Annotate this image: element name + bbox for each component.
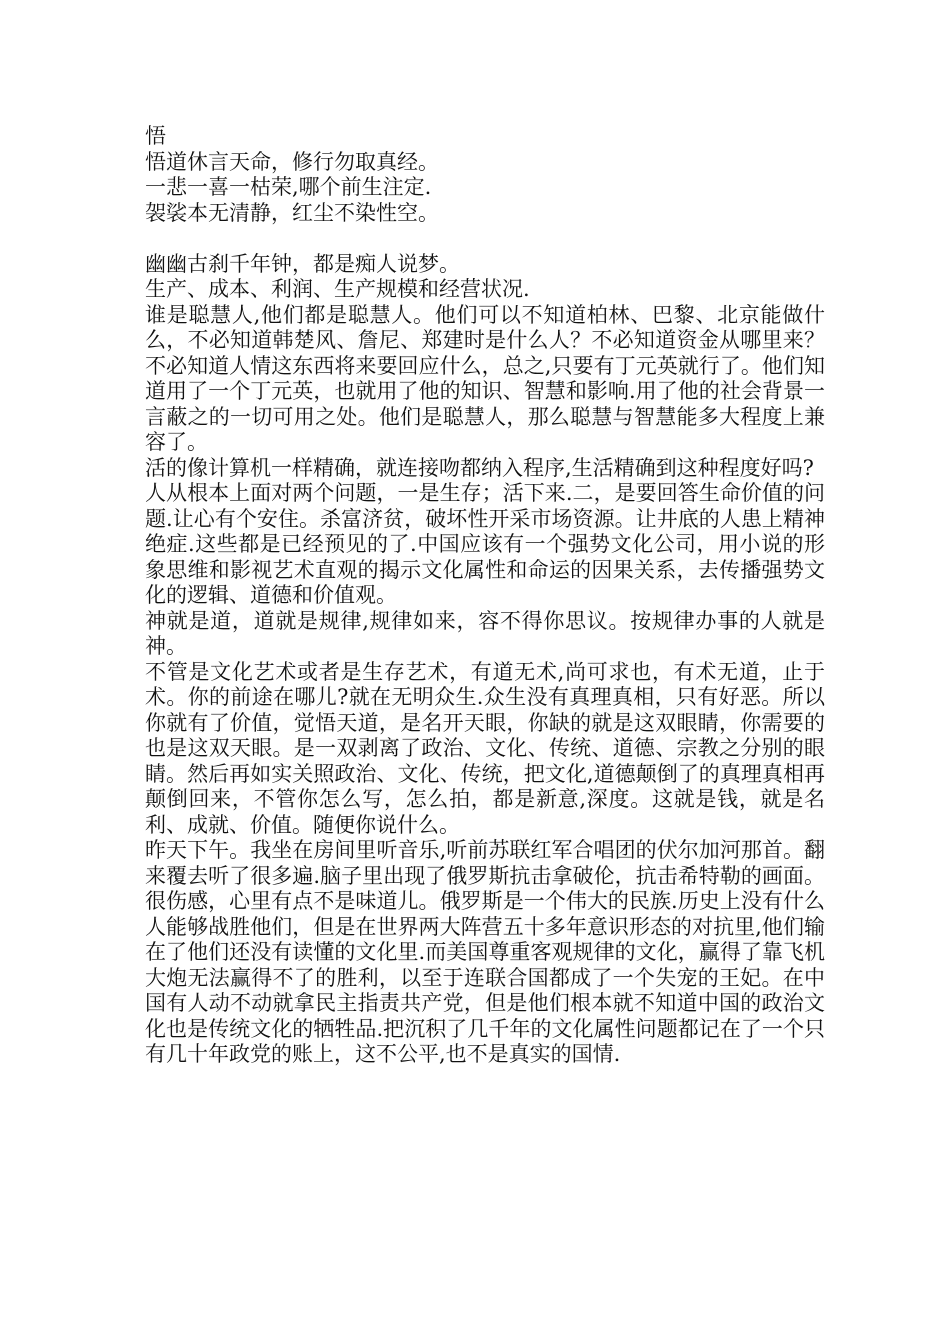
document-title: 悟: [145, 124, 166, 148]
paragraph: 神就是道，道就是规律,规律如来，容不得你思议。按规律办事的人就是神。: [145, 608, 825, 658]
paragraph: 活的像计算机一样精确，就连接吻都纳入程序,生活精确到这种程度好吗?: [145, 455, 814, 480]
paragraph: 生产、成本、利润、生产规模和经营状况.: [145, 277, 530, 301]
paragraph: 不管是文化艺术或者是生存艺术，有道无术,尚可求也，有术无道，止于术。你的前途在哪儿?就在无明众生.众生没有真理真相，只有好恶。所以你就有了价值，觉悟天道，是名开天眼，你缺的就是这双眼睛，你需要的也是这双天眼。是一双剥离了政治、文化、传统、道德、宗教之分别的眼睛。然后再如实关照政治、文化、传统，把文化,道德颠倒了的真理真相再颠倒回来，不管你怎么写，怎么拍，都是新意,深度。这就是钱，就是名利、成就、价值。随便你说什么。: [145, 659, 825, 837]
blank-line: [145, 226, 825, 252]
document-body: [145, 124, 825, 1068]
poem-line: 幽幽古刹千年钟，都是痴人说梦。: [145, 251, 460, 276]
paragraph: 昨天下午。我坐在房间里听音乐,听前苏联红军合唱团的伏尔加河那首。翻来覆去听了很多遍.脑子里出现了俄罗斯抗击拿破伦，抗击希特勒的画面。很伤感，心里有点不是味道儿。俄罗斯是一个伟大的民族.历史上没有什么人能够战胜他们，但是在世界两大阵营五十多年意识形态的对抗里,他们输在了他们还没有读懂的文化里.而美国尊重客观规律的文化，赢得了靠飞机大炮无法赢得不了的胜利，以至于连联合国都成了一个失宠的王妃。在中国有人动不动就拿民主指责共产党，但是他们根本就不知道中国的政治文化也是传统文化的牺牲品.把沉积了几千年的文化属性问题都记在了一个只有几十年政党的账上，这不公平,也不是真实的国情.: [145, 838, 825, 1066]
poem-line: 悟道休言天命，修行勿取真经。: [145, 149, 439, 174]
paragraph: 谁是聪慧人,他们都是聪慧人。他们可以不知道柏林、巴黎、北京能做什么，不必知道韩楚风、詹尼、郑建时是什么人？不必知道资金从哪里来？不必知道人情这东西将来要回应什么，总之,只要有丁元英就行了。他们知道用了一个丁元英，也就用了他的知识、智慧和影响.用了他的社会背景一言蔽之的一切可用之处。他们是聪慧人，那么聪慧与智慧能多大程度上兼容了。: [145, 302, 825, 454]
paragraph: 人从根本上面对两个问题，一是生存；活下来.二，是要回答生命价值的问题.让心有个安住。杀富济贫，破坏性开采市场资源。让井底的人患上精神绝症.这些都是已经预见的了.中国应该有一个强势文化公司，用小说的形象思维和影视艺术直观的揭示文化属性和命运的因果关系，去传播强势文化的逻辑、道德和价值观。: [145, 481, 825, 607]
poem-line: 袈裟本无清静，红尘不染性空。: [145, 200, 439, 225]
poem-line: 一悲一喜一枯荣,哪个前生注定.: [145, 175, 432, 199]
